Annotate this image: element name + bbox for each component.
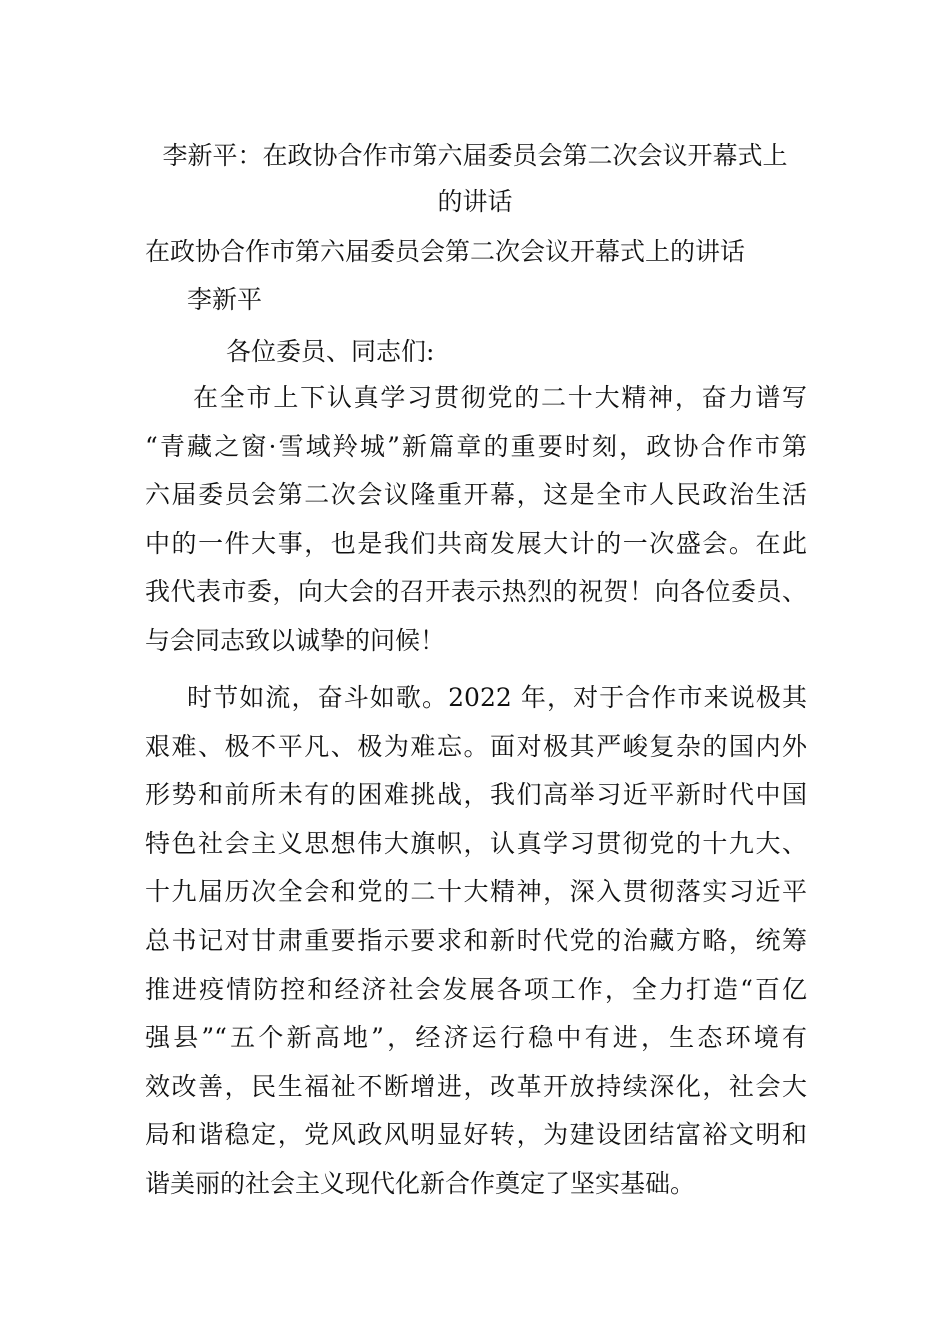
paragraph-line: 时节如流，奋斗如歌。2022 年，对于合作市来说极其 bbox=[187, 683, 807, 712]
paragraph-line: 局和谐稳定，党风政风明显好转，为建设团结富裕文明和 bbox=[145, 1120, 807, 1150]
paragraph-line: 形势和前所未有的困难挑战，我们高举习近平新时代中国 bbox=[145, 780, 807, 810]
document-title-line-2: 的讲话 bbox=[437, 187, 513, 216]
paragraph-1 bbox=[145, 374, 807, 666]
paragraph-line: 在全市上下认真学习贯彻党的二十大精神，奋力谱写 bbox=[193, 383, 807, 412]
paragraph-line: 我代表市委，向大会的召开表示热烈的祝贺！向各位委员、 bbox=[145, 577, 807, 607]
paragraph-line: 总书记对甘肃重要指示要求和新时代党的治藏方略，统筹 bbox=[145, 925, 807, 955]
paragraph-line: 效改善，民生福祉不断增进，改革开放持续深化，社会大 bbox=[145, 1071, 807, 1101]
paragraph-line: 与会同志致以诚挚的问候！ bbox=[145, 625, 446, 655]
paragraph-line: 六届委员会第二次会议隆重开幕，这是全市人民政治生活 bbox=[145, 480, 807, 510]
salutation: 各位委员、同志们: bbox=[226, 337, 435, 366]
paragraph-line: 十九届历次全会和党的二十大精神，深入贯彻落实习近平 bbox=[145, 877, 807, 907]
paragraph-line: 谐美丽的社会主义现代化新合作奠定了坚实基础。 bbox=[145, 1168, 696, 1198]
paragraph-line: 特色社会主义思想伟大旗帜，认真学习贯彻党的十九大、 bbox=[145, 828, 807, 858]
speech-subtitle: 在政协合作市第六届委员会第二次会议开幕式上的讲话 bbox=[145, 237, 746, 266]
document-title-line-1: 李新平：在政协合作市第六届委员会第二次会议开幕式上 bbox=[162, 141, 788, 170]
paragraph-line: 艰难、极不平凡、极为难忘。面对极其严峻复杂的国内外 bbox=[145, 731, 807, 761]
speaker-name: 李新平 bbox=[187, 285, 263, 314]
paragraph-line: 强县”“五个新高地”，经济运行稳中有进，生态环境有 bbox=[145, 1023, 807, 1053]
paragraph-line: 推进疫情防控和经济社会发展各项工作，全力打造“百亿 bbox=[145, 974, 807, 1004]
paragraph-line: 中的一件大事，也是我们共商发展大计的一次盛会。在此 bbox=[145, 528, 807, 558]
paragraph-2 bbox=[145, 674, 807, 1209]
paragraph-line: “青藏之窗·雪域羚城”新篇章的重要时刻，政协合作市第 bbox=[145, 431, 807, 461]
